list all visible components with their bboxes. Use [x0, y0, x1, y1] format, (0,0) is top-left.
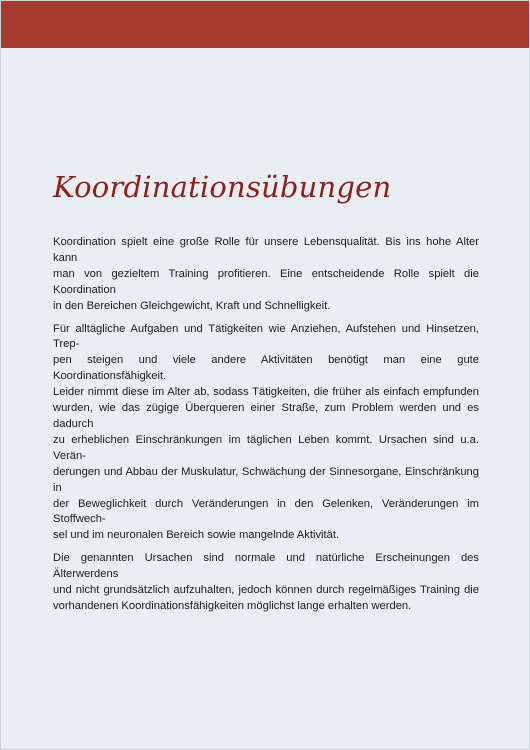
paragraph-1: [53, 235, 479, 315]
text-line: wurden, wie das zügige Überqueren einer Straße, zum Problem werden und es dadurch: [53, 402, 479, 430]
text-line: derungen und Abbau der Muskulatur, Schwächung der Sinnesorgane, Einschränkung in: [53, 465, 479, 494]
text-line: Koordination spielt eine große Rolle für unsere Lebensqualität. Bis ins hohe Alter kann: [53, 236, 479, 264]
header-band: [1, 1, 529, 48]
text-line: in den Bereichen Gleichgewicht, Kraft und Schnelligkeit.: [53, 299, 331, 312]
text-line: vorhandenen Koordinationsfähigkeiten möglichst lange erhalten werden.: [53, 599, 412, 612]
paragraph-2: [53, 322, 479, 545]
text-line: man von gezieltem Training profitieren. Eine entscheidende Rolle spielt die Koordination: [53, 267, 479, 296]
body-text: [53, 235, 479, 622]
text-line: Für alltägliche Aufgaben und Tätigkeiten wie Anziehen, Aufstehen und Hinsetzen, Trep-: [53, 322, 479, 351]
paragraph-3: [53, 551, 479, 615]
text-line: der Beweglichkeit durch Veränderungen in den Gelenken, Veränderungen im Stoffwech-: [53, 497, 479, 526]
text-line: sel und im neuronalen Bereich sowie mangelnde Aktivität.: [53, 529, 340, 542]
text-line: pen steigen und viele andere Aktivitäten benötigt man eine gute Koordinationsfähigkeit.: [53, 354, 479, 383]
text-line: und nicht grundsätzlich aufzuhalten, jedoch können durch regelmäßiges Training die: [53, 584, 479, 597]
text-line: zu erheblichen Einschränkungen im täglichen Leben kommt. Ursachen sind u.a. Verän-: [53, 433, 479, 462]
page-title: Koordinationsübungen: [53, 170, 392, 204]
text-line: Leider nimmt diese im Alter ab, sodass Tätigkeiten, die früher als einfach empfunden: [53, 386, 479, 399]
text-line: Die genannten Ursachen sind normale und natürliche Erscheinungen des Älterwerdens: [53, 552, 479, 581]
